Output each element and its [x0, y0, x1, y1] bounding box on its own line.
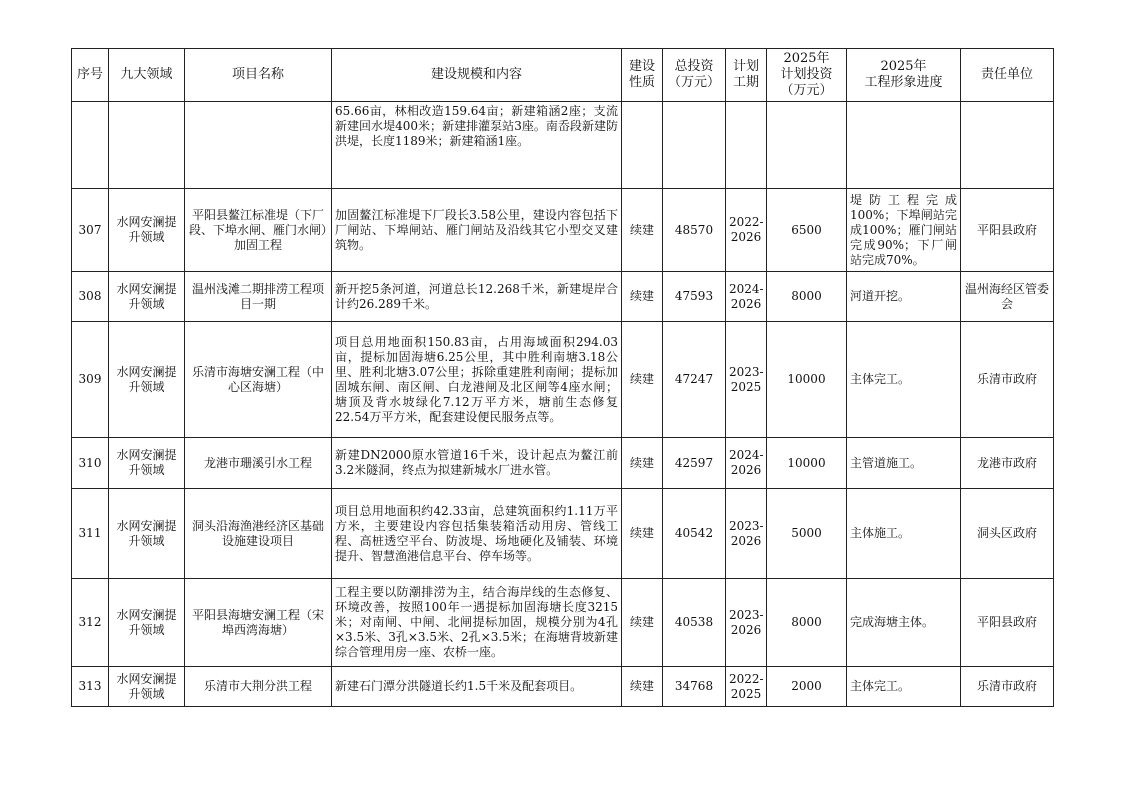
cell-plan-2025: 8000 [767, 272, 847, 322]
project-table [71, 48, 1054, 707]
cell-plan-2025: 10000 [767, 438, 847, 489]
cell-domain: 水网安澜提升领域 [109, 489, 185, 579]
cell-unit: 乐清市政府 [961, 667, 1054, 707]
cell-progress-2025: 完成海塘主体。 [847, 579, 961, 667]
cell-unit [961, 102, 1054, 189]
header-plan-2025: 2025年 计划投资 （万元） [767, 49, 847, 102]
cell-period: 2023- 2026 [726, 489, 767, 579]
cell-nature: 续建 [622, 667, 663, 707]
header-name: 项目名称 [185, 49, 332, 102]
cell-seq: 307 [72, 189, 109, 272]
table-row [72, 189, 1054, 272]
cell-period: 2024- 2026 [726, 272, 767, 322]
cell-total: 42597 [663, 438, 726, 489]
cell-total: 47593 [663, 272, 726, 322]
cell-name: 洞头沿海渔港经济区基础设施建设项目 [185, 489, 332, 579]
cell-nature: 续建 [622, 489, 663, 579]
cell-domain: 水网安澜提升领域 [109, 272, 185, 322]
cell-domain: 水网安澜提升领域 [109, 438, 185, 489]
cell-total [663, 102, 726, 189]
cell-content: 项目总用地面积约42.33亩，总建筑面积约1.11万平方米，主要建设内容包括集装箱活动用房、管线工程、高桩透空平台、防波堤、场地硬化及铺装、环境提升、智慧渔港信息平台、停车场等。 [332, 489, 622, 579]
table-row [72, 489, 1054, 579]
header-unit: 责任单位 [961, 49, 1054, 102]
cell-name: 乐清市大荆分洪工程 [185, 667, 332, 707]
cell-progress-2025: 主体完工。 [847, 322, 961, 438]
cell-total: 48570 [663, 189, 726, 272]
cell-name: 乐清市海塘安澜工程（中心区海塘） [185, 322, 332, 438]
cell-plan-2025: 6500 [767, 189, 847, 272]
header-total: 总投资 （万元） [663, 49, 726, 102]
cell-nature: 续建 [622, 272, 663, 322]
cell-progress-2025: 主体完工。 [847, 667, 961, 707]
cell-content: 新建DN2000原水管道16千米，设计起点为鳌江前3.2米隧洞，终点为拟建新城水厂进水管。 [332, 438, 622, 489]
cell-nature: 续建 [622, 579, 663, 667]
cell-seq [72, 102, 109, 189]
cell-plan-2025: 10000 [767, 322, 847, 438]
cell-period [726, 102, 767, 189]
cell-domain: 水网安澜提升领域 [109, 189, 185, 272]
cell-nature: 续建 [622, 189, 663, 272]
cell-seq: 309 [72, 322, 109, 438]
table-body [72, 102, 1054, 707]
cell-seq: 308 [72, 272, 109, 322]
cell-progress-2025: 主体施工。 [847, 489, 961, 579]
cell-unit: 平阳县政府 [961, 579, 1054, 667]
cell-domain: 水网安澜提升领域 [109, 579, 185, 667]
cell-seq: 313 [72, 667, 109, 707]
cell-nature: 续建 [622, 322, 663, 438]
cell-unit: 平阳县政府 [961, 189, 1054, 272]
cell-name: 平阳县鳌江标准堤（下厂段、下埠水闸、雁门水闸）加固工程 [185, 189, 332, 272]
cell-content: 新开挖5条河道，河道总长12.268千米，新建堤岸合计约26.289千米。 [332, 272, 622, 322]
continuation-row [72, 102, 1054, 189]
header-domain: 九大领域 [109, 49, 185, 102]
cell-total: 47247 [663, 322, 726, 438]
cell-period: 2024- 2026 [726, 438, 767, 489]
header-period: 计划 工期 [726, 49, 767, 102]
cell-content: 65.66亩，林相改造159.64亩；新建箱涵2座；支流新建回水堤400米；新建排灌泵站3座。南岙段新建防洪堤，长度1189米；新建箱涵1座。 [332, 102, 622, 189]
cell-total: 40538 [663, 579, 726, 667]
table-row [72, 667, 1054, 707]
cell-domain: 水网安澜提升领域 [109, 667, 185, 707]
table-row [72, 579, 1054, 667]
cell-progress-2025: 堤防工程完成100%；下埠闸站完成100%；雁门闸站完成90%；下厂闸站完成70%。 [847, 189, 961, 272]
cell-plan-2025: 2000 [767, 667, 847, 707]
header-nature: 建设 性质 [622, 49, 663, 102]
cell-period: 2023- 2025 [726, 322, 767, 438]
header-seq: 序号 [72, 49, 109, 102]
cell-name: 龙港市珊溪引水工程 [185, 438, 332, 489]
cell-progress-2025: 主管道施工。 [847, 438, 961, 489]
cell-unit: 温州海经区管委会 [961, 272, 1054, 322]
cell-plan-2025: 5000 [767, 489, 847, 579]
cell-unit: 洞头区政府 [961, 489, 1054, 579]
cell-seq: 310 [72, 438, 109, 489]
cell-total: 34768 [663, 667, 726, 707]
cell-unit: 乐清市政府 [961, 322, 1054, 438]
cell-period: 2022- 2026 [726, 189, 767, 272]
cell-progress-2025 [847, 102, 961, 189]
header-progress-2025: 2025年 工程形象进度 [847, 49, 961, 102]
cell-seq: 311 [72, 489, 109, 579]
cell-content: 工程主要以防潮排涝为主，结合海岸线的生态修复、环境改善，按照100年一遇提标加固海塘长度3215米；对南闸、中闸、北闸提标加固，规模分别为4孔×3.5米、3孔×3.5米、2孔×3.5米；在海塘背坡新建综合管理用房一座、农桥一座。 [332, 579, 622, 667]
table-row [72, 272, 1054, 322]
header-content: 建设规模和内容 [332, 49, 622, 102]
cell-period: 2023- 2026 [726, 579, 767, 667]
cell-domain [109, 102, 185, 189]
table-header [72, 49, 1054, 102]
cell-name [185, 102, 332, 189]
cell-name: 平阳县海塘安澜工程（宋埠西湾海塘） [185, 579, 332, 667]
cell-total: 40542 [663, 489, 726, 579]
table-row [72, 438, 1054, 489]
cell-nature [622, 102, 663, 189]
cell-content: 项目总用地面积150.83亩，占用海域面积294.03亩，提标加固海塘6.25公里，其中胜利南塘3.18公里、胜利北塘3.07公里；拆除重建胜利南闸；提标加固城东闸、南区闸、白龙港闸及北区闸等4座水闸；塘顶及背水坡绿化7.12万平方米，塘前生态修复22.54万平方米，配套建设便民服务点等。 [332, 322, 622, 438]
cell-plan-2025 [767, 102, 847, 189]
cell-content: 新建石门潭分洪隧道长约1.5千米及配套项目。 [332, 667, 622, 707]
cell-plan-2025: 8000 [767, 579, 847, 667]
cell-name: 温州浅滩二期排涝工程项目一期 [185, 272, 332, 322]
table-row [72, 322, 1054, 438]
cell-content: 加固鳌江标准堤下厂段长3.58公里，建设内容包括下厂闸站、下埠闸站、雁门闸站及沿线其它小型交叉建筑物。 [332, 189, 622, 272]
cell-domain: 水网安澜提升领域 [109, 322, 185, 438]
cell-progress-2025: 河道开挖。 [847, 272, 961, 322]
cell-unit: 龙港市政府 [961, 438, 1054, 489]
cell-nature: 续建 [622, 438, 663, 489]
cell-period: 2022- 2025 [726, 667, 767, 707]
cell-seq: 312 [72, 579, 109, 667]
